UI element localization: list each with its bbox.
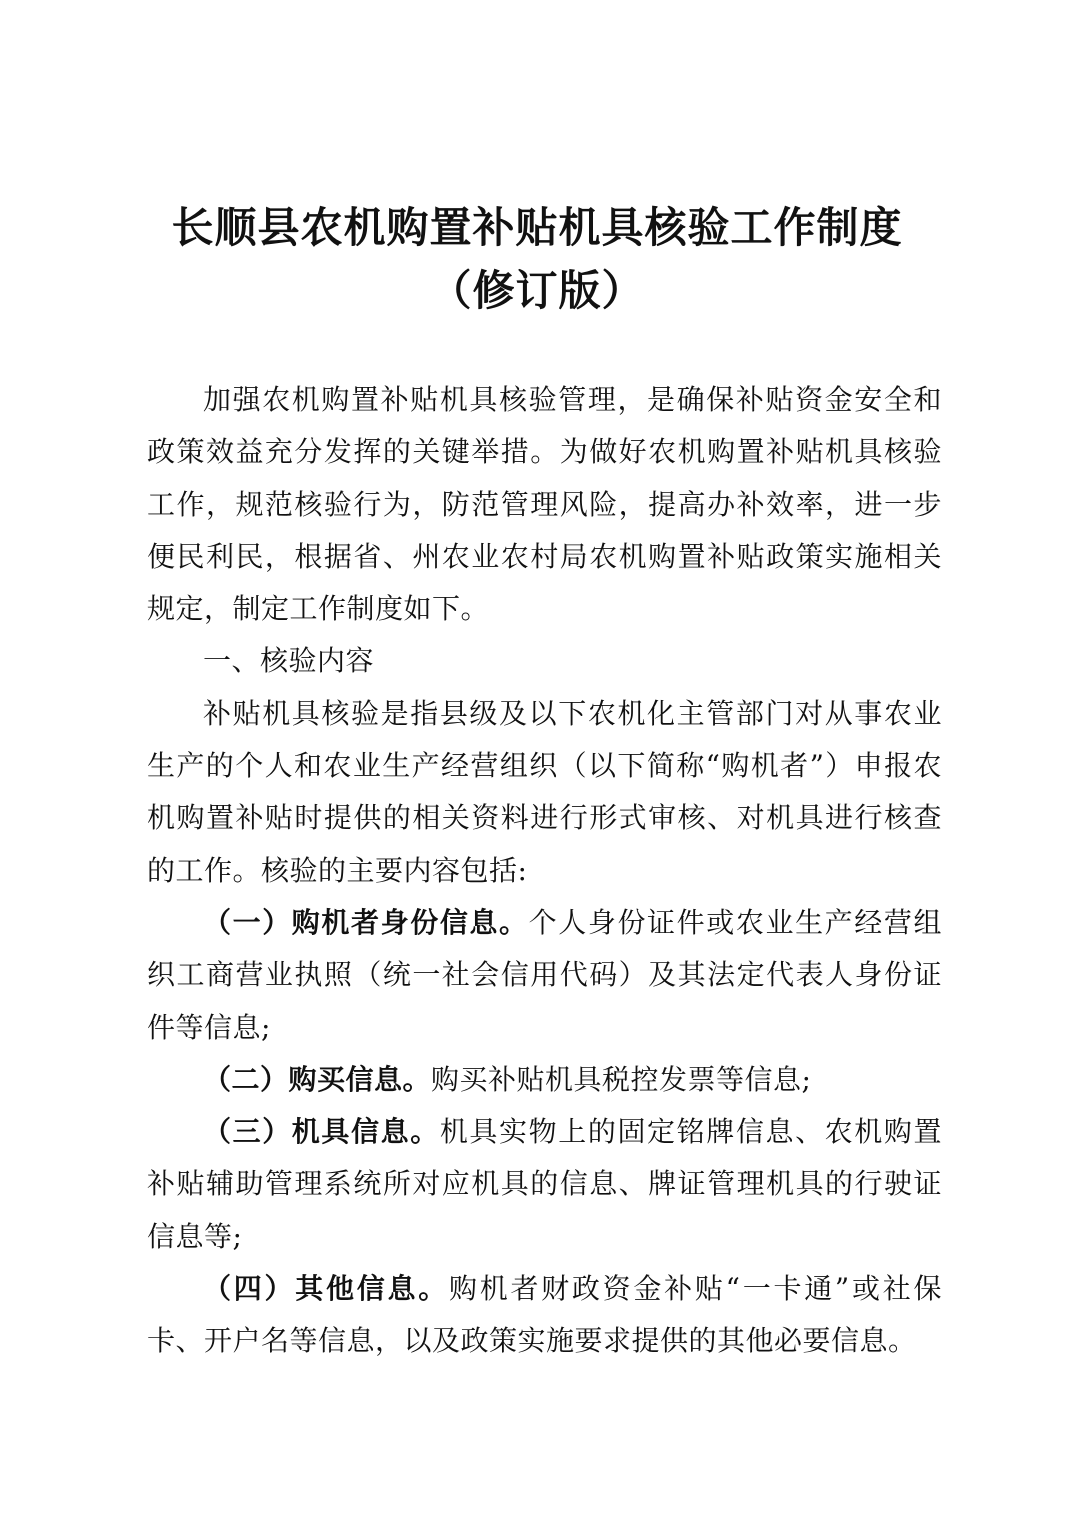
section-heading: 一、核验内容 bbox=[203, 644, 375, 678]
item-text: 购机者财政资金补贴“一卡通”或社保卡、开户名等信息，以及政策实施要求提供的其他必要信息。 bbox=[147, 1272, 942, 1358]
list-item bbox=[147, 1106, 942, 1263]
item-lead: （三）机具信息。 bbox=[203, 1115, 440, 1149]
list-item bbox=[147, 1263, 942, 1368]
item-text: 机具实物上的固定铭牌信息、农机购置补贴辅助管理系统所对应机具的信息、牌证管理机具的行驶证信息等; bbox=[147, 1115, 942, 1253]
document-subtitle: （修订版） bbox=[429, 266, 645, 315]
list-item bbox=[147, 1054, 942, 1106]
item-lead: （二）购买信息。 bbox=[203, 1062, 432, 1096]
item-text: 购买补贴机具税控发票等信息; bbox=[431, 1062, 812, 1096]
section-paragraph: 补贴机具核验是指县级及以下农机化主管部门对从事农业生产的个人和农业生产经营组织（以下简称“购机者”）申报农机购置补贴时提供的相关资料进行形式审核、对机具进行核查的工作。核验的主要内容包括: bbox=[147, 696, 942, 887]
intro-paragraph: 加强农机购置补贴机具核验管理，是确保补贴资金安全和政策效益充分发挥的关键举措。为做好农机购置补贴机具核验工作，规范核验行为，防范管理风险，提高办补效率，进一步便民利民，根据省、州农业农村局农机购置补贴政策实施相关规定，制定工作制度如下。 bbox=[147, 383, 942, 626]
document-body bbox=[147, 374, 942, 1368]
document-title: 长顺县农机购置补贴机具核验工作制度 bbox=[171, 203, 903, 252]
list-item bbox=[147, 897, 942, 1054]
item-lead: （四）其他信息。 bbox=[203, 1272, 449, 1306]
item-lead: （一）购机者身份信息。 bbox=[203, 905, 529, 939]
item-text: 个人身份证件或农业生产经营组织工商营业执照（统一社会信用代码）及其法定代表人身份证件等信息; bbox=[147, 905, 942, 1044]
